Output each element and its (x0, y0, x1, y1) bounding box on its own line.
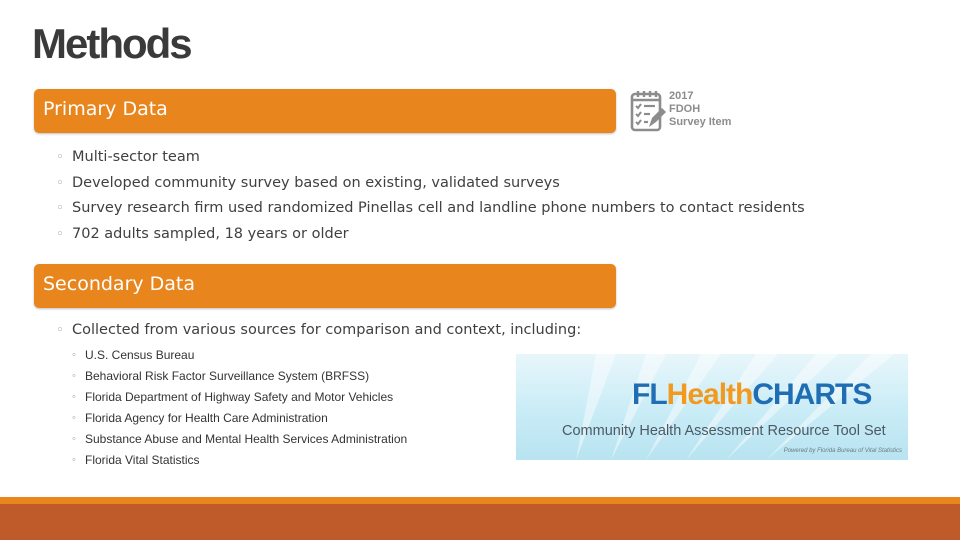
survey-checklist-icon (630, 89, 666, 133)
logo-fl: FL (632, 378, 667, 411)
logo-charts: CHARTS (752, 378, 872, 411)
flhealthcharts-logo (632, 378, 871, 412)
list-item: ◦ Florida Department of Highway Safety and Motor Vehicles (72, 387, 407, 408)
list-item: ◦ Survey research firm used randomized Pinellas cell and landline phone numbers to contact residents (56, 196, 805, 222)
flhealthcharts-banner (516, 354, 908, 460)
list-item: ◦ Developed community survey based on existing, validated surveys (56, 171, 805, 197)
badge-agency: FDOH (669, 103, 701, 115)
list-item: ◦ Florida Agency for Health Care Administration (72, 408, 407, 429)
secondary-data-heading (34, 264, 616, 308)
primary-data-list (56, 145, 805, 247)
footer-bar (0, 504, 960, 540)
list-item: ◦ Florida Vital Statistics (72, 450, 407, 471)
list-item: ◦ 702 adults sampled, 18 years or older (56, 222, 805, 248)
banner-powered-by: Powered by Florida Bureau of Vital Statistics (783, 448, 902, 454)
banner-tagline: Community Health Assessment Resource Tool Set (562, 423, 886, 439)
primary-data-heading-label: Primary Data (43, 98, 168, 120)
primary-data-heading (34, 89, 616, 133)
list-item: ◦ Behavioral Risk Factor Surveillance System (BRFSS) (72, 366, 407, 387)
logo-health: Health (666, 378, 753, 411)
list-item: ◦ U.S. Census Bureau (72, 345, 407, 366)
secondary-data-list (56, 318, 581, 344)
badge-year: 2017 (669, 90, 694, 102)
fdoh-badge-text (669, 90, 731, 129)
badge-label: Survey Item (669, 116, 732, 128)
list-item: ◦ Collected from various sources for comparison and context, including: (56, 318, 581, 344)
footer-accent-band (0, 497, 960, 504)
list-item: ◦ Multi-sector team (56, 145, 805, 171)
slide-title: Methods (32, 20, 191, 67)
list-item: ◦ Substance Abuse and Mental Health Services Administration (72, 429, 407, 450)
secondary-sources-list (72, 345, 407, 471)
secondary-data-heading-label: Secondary Data (43, 273, 196, 295)
